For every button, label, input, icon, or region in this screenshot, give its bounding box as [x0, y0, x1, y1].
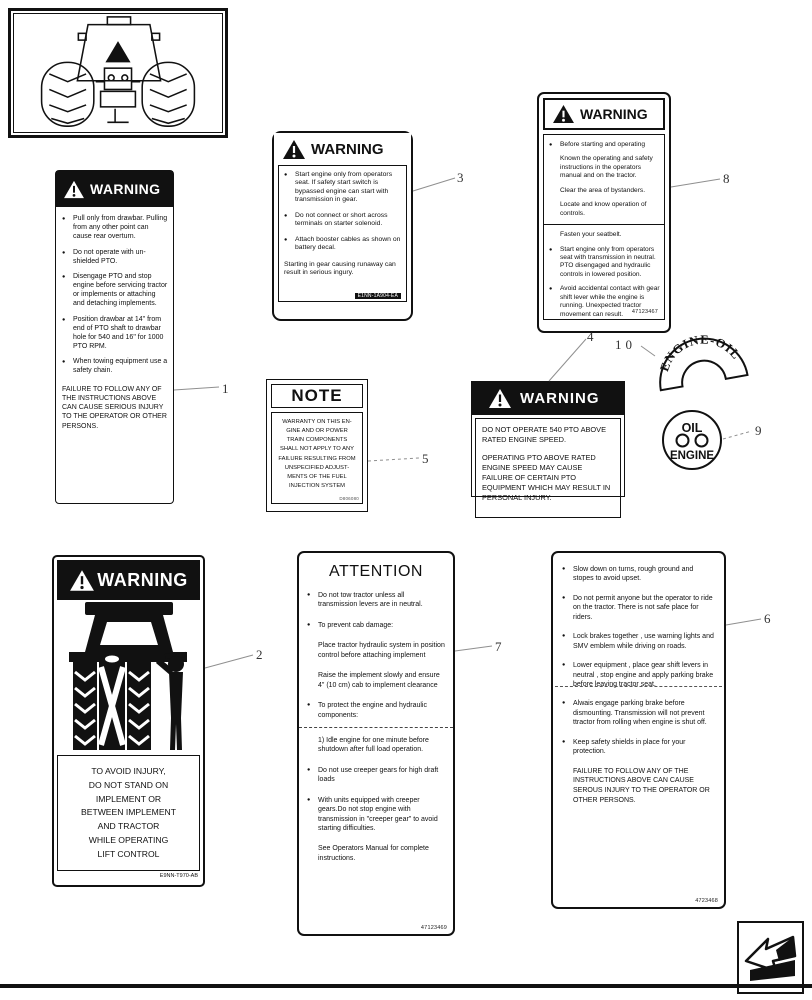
- text-line: Known the operating and safety instructions in the operators manual and on the tractor.: [560, 155, 653, 180]
- tractor-thumbnail-frame: [8, 8, 228, 138]
- arrow-icon: [739, 923, 801, 991]
- decal-body: [56, 207, 173, 435]
- callout-number-7: 7: [495, 639, 502, 654]
- warning-triangle-icon: [69, 569, 95, 592]
- callout-number-4: 4: [587, 329, 594, 344]
- text-line: AND TRACTOR: [97, 821, 160, 831]
- part-number: 4723468: [695, 898, 718, 904]
- part-number: D806080: [339, 495, 359, 501]
- part-number: E1NN-1A904-EA: [355, 293, 401, 299]
- bullet-item: ● Do not use creeper gears for high draft loads: [307, 766, 445, 785]
- text-paragraph: DO NOT OPERATE 540 PTO ABOVE RATED ENGINE SPEED.: [482, 425, 607, 444]
- warning-header: [56, 171, 173, 207]
- bullet-item: ● Start engine only from operators seat with transmission in neutral. PTO disengaged and hydraulic controls in lowered position.: [549, 246, 660, 280]
- warning-header: [543, 98, 665, 130]
- decal-warning-540-pto: [471, 381, 625, 502]
- text-line: Place tractor hydraulic system in position control before attaching implement: [318, 642, 445, 659]
- callout-number-9: 9: [755, 423, 762, 438]
- bullet-item: ● Alwais engage parking brake before dismounting. Transmission will not prevent ttractor from rolling when engine is shut off.: [562, 699, 715, 727]
- decal-attention: [297, 551, 455, 936]
- text-line: UNSPECIFIED ADJUST-: [284, 464, 350, 471]
- attention-title: ATTENTION: [329, 563, 423, 580]
- divider-line: [544, 224, 665, 225]
- tractor-icon: [14, 14, 222, 132]
- callout-number-6: 6: [764, 611, 771, 626]
- bullet-item: ● Do not operate with un-shielded PTO.: [62, 249, 168, 267]
- text-line: Raise the implement slowly and ensure 4" (10 cm) cab to implement clearance: [318, 672, 440, 689]
- callout-number-1: 1: [222, 381, 229, 396]
- bullet-item: ● Start engine only from operators seat. If safety start switch is bypassed engine can start with transmission in gear.: [284, 171, 402, 205]
- text-line: GINE AND OR POWER: [286, 428, 348, 435]
- bullet-item: ● To protect the engine and hydraulic components:: [307, 701, 445, 720]
- warning-triangle-icon: [488, 388, 512, 409]
- bullet-item: ● Do not connect or short across terminals on starter solenoid.: [284, 212, 402, 229]
- bullet-item: ● To prevent cab damage:: [307, 621, 445, 630]
- text-line: INJECTION SYSTEM: [288, 483, 346, 490]
- bullet-item: ● When towing equipment use a safety chain.: [62, 358, 168, 376]
- decal-body: [57, 755, 200, 871]
- arch-text: ENGINE-OIL: [657, 332, 744, 374]
- bullet-item: ● Lock brakes together , use warning lights and SMV emblem while driving on roads.: [562, 632, 715, 651]
- text-line: FAILURE RESULTING FROM: [278, 455, 356, 462]
- text-line: IMPLEMENT OR: [95, 793, 162, 804]
- bullet-item: ● Pull only from drawbar. Pulling from any other point can cause rear overturn.: [62, 215, 168, 242]
- bullet-item: ● Attach booster cables as shown on battery decal.: [284, 236, 402, 253]
- oil-engine-cap-decal: [661, 409, 723, 471]
- decal-body: [278, 165, 407, 302]
- part-number: E9NN-T970-AB: [159, 873, 198, 880]
- do-not-stand-pictogram: [59, 602, 199, 752]
- decal-warning-lift-control: [52, 555, 205, 887]
- callout-number-2: 2: [256, 647, 263, 662]
- decal-body: [543, 134, 665, 320]
- text-line: TRAIN COMPONENTS: [286, 437, 348, 444]
- bullet-item: ● Slow down on turns, rough ground and stopes to avoid upset.: [562, 565, 715, 584]
- page-bottom-rule: [0, 984, 812, 988]
- callout-number-8: 8: [723, 171, 730, 186]
- callout-number-3: 3: [457, 170, 464, 185]
- text-line: LIFT CONTROL: [97, 848, 160, 859]
- engine-oil-arch-icon: [648, 325, 752, 393]
- text-line: SHALL NOT APPLY TO ANY: [280, 446, 354, 453]
- decal-warning-operation: [551, 551, 726, 909]
- warning-header-label: WARNING: [311, 140, 384, 158]
- bullet-item: ● Avoid accidental contact with gear shift lever while the engine is running. Unexpected tractor movement can result.: [549, 285, 660, 319]
- bullet-item: ● Disengage PTO and stop engine before servicing tractor or implements or attaching and detaching implements.: [62, 273, 168, 309]
- text-line: WARRANTY ON THIS EN-: [282, 419, 352, 425]
- dashed-divider: [555, 686, 722, 687]
- bullet-item: ● Do not permit anyone but the operator to ride on the tractor. There is not safe place for riders.: [562, 594, 715, 622]
- warning-header: [57, 560, 200, 600]
- text-line: DO NOT STAND ON: [88, 779, 169, 790]
- warning-header-label: WARNING: [97, 569, 188, 590]
- text-paragraph: OPERATING PTO ABOVE RATED ENGINE SPEED MAY CAUSE FAILURE OF CERTAIN PTO EQUIPMENT WHICH MAY RESULT IN PERSONAL INJURY.: [482, 452, 611, 502]
- text-line: TO AVOID INJURY,: [91, 766, 166, 776]
- callout-number-5: 5: [422, 451, 429, 466]
- engine-oil-arch-decal: [648, 325, 752, 393]
- text-line: BETWEEN IMPLEMENT: [80, 807, 177, 818]
- decal-footer-text: FAILURE TO FOLLOW ANY OF THE INSTRUCTIONS ABOVE CAN CAUSE SEROUS INJURY TO THE OPERATOR OR OTHER PERSONS.: [573, 767, 710, 804]
- warning-header-label: WARNING: [520, 390, 600, 407]
- decal-body: [475, 418, 621, 518]
- cap-text-bottom: ENGINE: [669, 450, 715, 462]
- warning-triangle-icon: [282, 139, 306, 160]
- decal-warning-before-starting: [537, 92, 671, 333]
- oil-engine-cap-icon: [661, 409, 723, 471]
- warning-triangle-icon: [552, 104, 575, 124]
- decal-footer-text: FAILURE TO FOLLOW ANY OF THE INSTRUCTIONS ABOVE CAN CAUSE SERIOUS INJURY TO THE OPERATOR OR OTHER PERSONS.: [62, 386, 167, 430]
- callout-number-10: 10: [615, 337, 636, 352]
- note-title: NOTE: [271, 384, 363, 408]
- warning-header-label: WARNING: [580, 106, 648, 122]
- cap-text-top: OIL: [681, 421, 703, 435]
- text-line: Locate and know operation of controls.: [560, 201, 647, 217]
- decal-body: [271, 412, 363, 504]
- bullet-item: ● Position drawbar at 14" from end of PTO shaft to drawbar hole for 540 and 16" for 1000 PTO RPM.: [62, 316, 168, 352]
- text-line: Fasten your seatbelt.: [560, 231, 622, 239]
- bullet-item: ● Do not tow tractor unless all transmission levers are in neutral.: [307, 591, 445, 610]
- decal-warning-drawbar: [55, 170, 174, 504]
- bullet-item: ● Lower equipment , place gear shift levers in neutral , stop engine and apply parking brake before leaving tractor seat.: [562, 661, 715, 689]
- part-number: 47123467: [631, 308, 658, 315]
- decal-footer-text: Starting in gear causing runaway can result in serious ingury.: [284, 260, 396, 277]
- decal-note-warranty: [266, 379, 368, 512]
- text-line: See Operators Manual for complete instructions.: [318, 845, 429, 862]
- bullet-item: ● With units equipped with creeper gears.Do not stop engine with transmission in "creeper gear" to avoid starting difficulties.: [307, 796, 445, 834]
- warning-header: [274, 133, 411, 165]
- dashed-divider: [299, 727, 453, 728]
- decal-warning-start-engine: [272, 131, 413, 321]
- text-line: MENTS OF THE FUEL: [287, 473, 347, 480]
- bullet-item: ● Keep safety shields in place for your protection.: [562, 738, 715, 757]
- text-line: WHILE OPERATING: [88, 834, 169, 845]
- warning-header-label: WARNING: [90, 181, 161, 197]
- text-line: 1) Idle engine for one minute before shutdown after full load operation.: [318, 736, 429, 754]
- tractor-rear-view-drawing: [13, 13, 223, 133]
- text-line: Clear the area of bystanders.: [560, 186, 646, 194]
- warning-triangle-icon: [63, 180, 85, 199]
- part-number: 47123469: [420, 925, 447, 931]
- warning-header: [472, 382, 624, 415]
- pictogram-area: [57, 600, 200, 752]
- bullet-item: ● Before starting and operating: [549, 141, 660, 149]
